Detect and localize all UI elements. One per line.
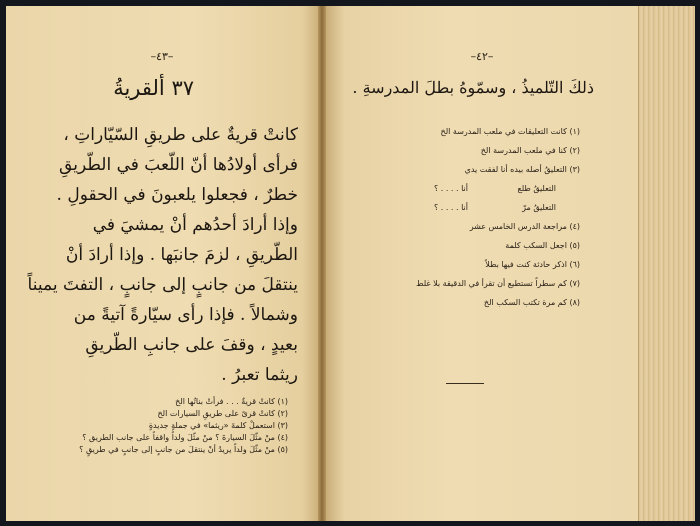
exercise-item: (٤) مراجعة الدرس الخامس عشر	[469, 222, 580, 231]
exercise-item: (٧) كم سطراً تستطيع أن تقرأ في الدقيقة بلا غلط	[416, 279, 580, 288]
paragraph-line: بعيدٍ ، وقفَ على جانبِ الطّريقِ	[85, 335, 298, 355]
page-number: –٤٣–	[150, 50, 174, 63]
book-gutter	[318, 6, 326, 521]
sub-line-right: التعليقُ مرّ	[522, 203, 556, 212]
exercise-item: (١) كانتْ قريةٌ . . . فرأتْ بناتُها الخ	[175, 397, 288, 406]
right-page	[326, 6, 638, 521]
open-book	[6, 6, 694, 521]
sub-line-right: التعليقُ طلع	[517, 184, 556, 193]
exercise-item: (٨) كم مرة تكتب السكب الخ	[483, 298, 580, 307]
lesson-title: ٣٧ ألقريةُ	[113, 76, 194, 100]
left-page	[6, 6, 318, 521]
sub-line-left: أنا . . . . ؟	[433, 203, 468, 212]
exercise-list	[28, 396, 288, 456]
page-edges	[638, 6, 695, 521]
paragraph-line: فرأى أولادُها أنّ اللّعبَ في الطّريقِ	[59, 155, 298, 175]
exercise-item: (٢) كنا في ملعب المدرسة الخ	[480, 146, 580, 155]
paragraph-line: الطّريقِ ، لزمَ جانبَها . وإذا أرادَ أنْ	[65, 245, 298, 265]
exercise-list	[350, 122, 580, 312]
paragraph-line: ينتقلَ من جانبٍ إلى جانبٍ ، التفتَ يميناً	[27, 275, 298, 295]
divider-line	[446, 383, 484, 384]
paragraph-line: وشمالاً . فإذا رأى سيّارةً آتيةً من	[73, 305, 298, 325]
lesson-paragraph	[27, 120, 298, 390]
paragraph-line: ريثما تعبرُ .	[221, 365, 298, 385]
paragraph-line: كانتْ قريةٌ على طريقِ السّيّاراتِ ،	[63, 125, 298, 145]
paragraph-line: وإذا أرادَ أحدُهم أنْ يمشيَ في	[92, 215, 298, 235]
heading-line: ذلكَ التّلميذُ ، وسمّوهُ بطلَ المدرسةِ .	[352, 78, 594, 97]
exercise-item: (٣) استعملْ كلمةَ «ريثما» في جملةٍ جديدةٍ	[148, 421, 288, 430]
exercise-item: (٤) منْ مثّلَ السيارةَ ؟ منْ مثّلَ ولداً واقفاً على جانب الطريق ؟	[82, 433, 288, 442]
paragraph-line: خطرٌ ، فجعلوا يلعبونَ في الحقولِ .	[56, 185, 298, 205]
sub-line-left: أنا . . . . ؟	[433, 184, 468, 193]
exercise-item: (٥) اجعل السكب كلمة	[505, 241, 580, 250]
page-number: –٤٢–	[470, 50, 494, 63]
exercise-item: (٥) منْ مثّلَ ولداً يريدُ أنْ ينتقلَ من جانبٍ إلى جانبٍ في طريقٍ ؟	[79, 445, 288, 454]
exercise-item: (٦) اذكر حادثة كنت فيها بطلاً	[485, 260, 580, 269]
exercise-item: (٣) التعليقُ أصله بيده أنا لفقت يدي	[464, 165, 580, 174]
exercise-item: (٢) كانتْ قرىً على طريقِ السيارات الخ	[157, 409, 288, 418]
exercise-item: (١) كانت التعليقات في ملعب المدرسة الخ	[440, 127, 580, 136]
